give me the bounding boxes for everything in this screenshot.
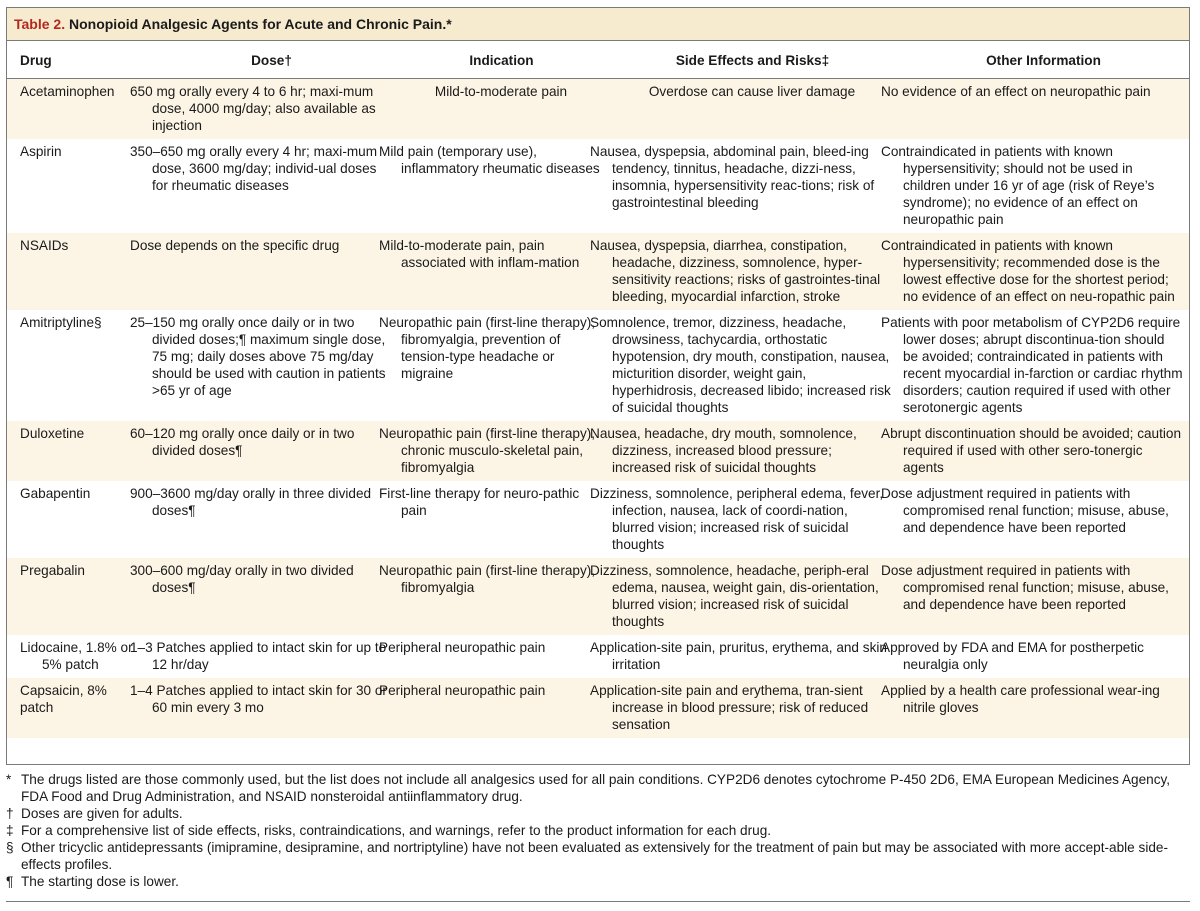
table-caption: Nonopioid Analgesic Agents for Acute and Chronic Pain.* — [68, 16, 452, 32]
cell-indication: Neuropathic pain (first-line therapy), fibromyalgia — [396, 558, 607, 635]
cell-other-info: Dose adjustment required in patients with compromised renal function; misuse, abuse, and dependence have been reported — [898, 558, 1189, 635]
bottom-divider — [6, 901, 1190, 902]
cell-dose: 300–600 mg/day orally in two divided doses¶ — [147, 558, 396, 635]
footnote-text: For a comprehensive list of side effects, risks, contraindications, and warnings, refer to the product information for each drug. — [21, 823, 772, 838]
footnote-mark: * — [6, 772, 12, 787]
cell-dose: Dose depends on the specific drug — [147, 233, 396, 310]
cell-side-effects: Nausea, dyspepsia, abdominal pain, bleed-ing tendency, tinnitus, headache, dizzi-ness, insomnia, hypersensitivity reac-tions; risk of gastrointestinal bleeding — [590, 144, 875, 210]
cell-dose: 350–650 mg orally every 4 hr; maxi-mum dose, 3600 mg/day; individ-ual doses for rheumatic diseases — [130, 144, 378, 193]
cell-dose: 1–4 Patches applied to intact skin for 30 or 60 min every 3 mo — [147, 678, 396, 738]
table-number: Table 2. — [14, 16, 66, 32]
cell-other-info: Dose adjustment required in patients with compromised renal function; misuse, abuse, and dependence have been reported — [881, 486, 1169, 535]
cell-indication: Neuropathic pain (first-line therapy), fibromyalgia, prevention of tension-type headache or migraine — [379, 315, 596, 381]
cell-dose: 25–150 mg orally once daily or in two divided doses;¶ maximum single dose, 75 mg; daily doses above 75 mg/day should be used with caution in patients >65 yr of age — [130, 315, 386, 398]
cell-dose: 650 mg orally every 4 to 6 hr; maxi-mum dose, 4000 mg/day; also available as injection — [147, 79, 396, 140]
table-row — [7, 481, 1189, 558]
cell-indication: Mild pain (temporary use), inflammatory rheumatic diseases — [379, 144, 600, 176]
cell-indication: Mild-to-moderate pain, pain associated with inflam-mation — [396, 233, 607, 310]
cell-drug: Capsaicin, 8% patch — [7, 678, 147, 738]
table-row — [7, 421, 1189, 481]
footnote — [6, 822, 1190, 839]
footnote-text: The starting dose is lower. — [21, 874, 179, 889]
table-row — [7, 310, 1189, 421]
cell-other-info: Patients with poor metabolism of CYP2D6 require lower doses; abrupt discontinua-tion should be avoided; contraindicated in patients with recent myocardial in-farction or cardiac rhythm disorders; caution required if used with other serotonergic agents — [881, 315, 1183, 415]
table-row — [7, 139, 1189, 233]
header-other-info: Other Information — [898, 41, 1189, 79]
header-indication: Indication — [396, 41, 607, 79]
footnote-text: Other tricyclic antidepressants (imipramine, desipramine, and nortriptyline) have not been evaluated as extensively for the treatment of pain but may be associated with more accept-able side-effects profiles. — [21, 840, 1168, 872]
cell-drug: Pregabalin — [7, 558, 147, 635]
table-row — [7, 233, 1189, 310]
cell-other-info: Contraindicated in patients with known hypersensitivity; should not be used in children under 16 yr of age (risk of Reye’s syndrome); no evidence of an effect on neuropathic pain — [881, 144, 1155, 227]
cell-indication: Peripheral neuropathic pain — [396, 678, 607, 738]
analgesic-table — [7, 41, 1189, 738]
cell-other-info: Abrupt discontinuation should be avoided; caution required if used with other sero-tonergic agents — [898, 421, 1189, 481]
footnote-text: Doses are given for adults. — [21, 806, 183, 821]
header-dose: Dose† — [147, 41, 396, 79]
cell-side-effects: Dizziness, somnolence, headache, periph-eral edema, nausea, weight gain, dis-orientation, blurred vision; increased risk of suicidal thoughts — [607, 558, 898, 635]
footnote-mark: ‡ — [6, 823, 14, 838]
table-title — [7, 8, 1189, 41]
cell-indication: Peripheral neuropathic pain — [379, 640, 546, 655]
footnote — [6, 873, 1190, 890]
cell-drug: Gabapentin — [20, 486, 91, 501]
table-row — [7, 558, 1189, 635]
cell-side-effects: Overdose can cause liver damage — [607, 79, 898, 140]
cell-other-info: Applied by a health care professional wear-ing nitrile gloves — [898, 678, 1189, 738]
cell-dose: 900–3600 mg/day orally in three divided doses¶ — [130, 486, 372, 518]
header-side-effects: Side Effects and Risks‡ — [607, 41, 898, 79]
table-row — [7, 635, 1189, 678]
footnote-mark: ¶ — [6, 874, 14, 889]
footnote — [6, 771, 1190, 805]
cell-other-info: Contraindicated in patients with known hypersensitivity; recommended dose is the lowest effective dose for the shortest period; no evidence of an effect on neu-ropathic pain — [898, 233, 1189, 310]
cell-side-effects: Application-site pain and erythema, tran-sient increase in blood pressure; risk of reduced sensation — [607, 678, 898, 738]
cell-drug: Amitriptyline§ — [20, 315, 102, 330]
cell-side-effects: Dizziness, somnolence, peripheral edema, fever, infection, nausea, lack of coordi-nation, blurred vision; increased risk of suicidal thoughts — [590, 486, 884, 552]
cell-dose: 1–3 Patches applied to intact skin for up to 12 hr/day — [130, 640, 387, 672]
footnotes — [6, 771, 1190, 890]
cell-side-effects: Application-site pain, pruritus, erythema, and skin irritation — [590, 640, 887, 672]
cell-drug: Acetaminophen — [7, 79, 147, 140]
cell-other-info: Approved by FDA and EMA for postherpetic neuralgia only — [881, 640, 1144, 672]
cell-drug: Lidocaine, 1.8% or 5% patch — [20, 640, 133, 672]
cell-side-effects: Nausea, headache, dry mouth, somnolence, dizziness, increased blood pressure; increased risk of suicidal thoughts — [607, 421, 898, 481]
cell-drug: Aspirin — [20, 144, 62, 159]
cell-drug: Duloxetine — [7, 421, 147, 481]
header-row — [7, 41, 1189, 79]
footnote — [6, 805, 1190, 822]
footnote-text: The drugs listed are those commonly used, but the list does not include all analgesics used for all pain conditions. CYP2D6 denotes cytochrome P-450 2D6, EMA European Medicines Agency, FDA Food and Drug Administration, and NSAID nonsteroidal antiinflammatory drug. — [21, 772, 1171, 804]
cell-indication: Neuropathic pain (first-line therapy), chronic musculo-skeletal pain, fibromyalgia — [396, 421, 607, 481]
header-drug: Drug — [7, 41, 147, 79]
footnote — [6, 839, 1190, 873]
footnote-mark: § — [6, 840, 14, 855]
cell-side-effects: Somnolence, tremor, dizziness, headache, drowsiness, tachycardia, orthostatic hypotension, dry mouth, constipation, nausea, micturition disorder, weight gain, hyperhidrosis, decreased libido; increased risk of suicidal thoughts — [590, 315, 891, 415]
cell-indication: Mild-to-moderate pain — [396, 79, 607, 140]
table-frame — [6, 7, 1190, 765]
table-row — [7, 79, 1189, 140]
cell-drug: NSAIDs — [7, 233, 147, 310]
cell-side-effects: Nausea, dyspepsia, diarrhea, constipation, headache, dizziness, somnolence, hyper-sensitivity reactions; risks of gastrointes-tinal bleeding, myocardial infarction, stroke — [607, 233, 898, 310]
cell-dose: 60–120 mg orally once daily or in two divided doses¶ — [147, 421, 396, 481]
cell-other-info: No evidence of an effect on neuropathic pain — [898, 79, 1189, 140]
footnote-mark: † — [6, 806, 14, 821]
table-row — [7, 678, 1189, 738]
cell-indication: First-line therapy for neuro-pathic pain — [379, 486, 580, 518]
